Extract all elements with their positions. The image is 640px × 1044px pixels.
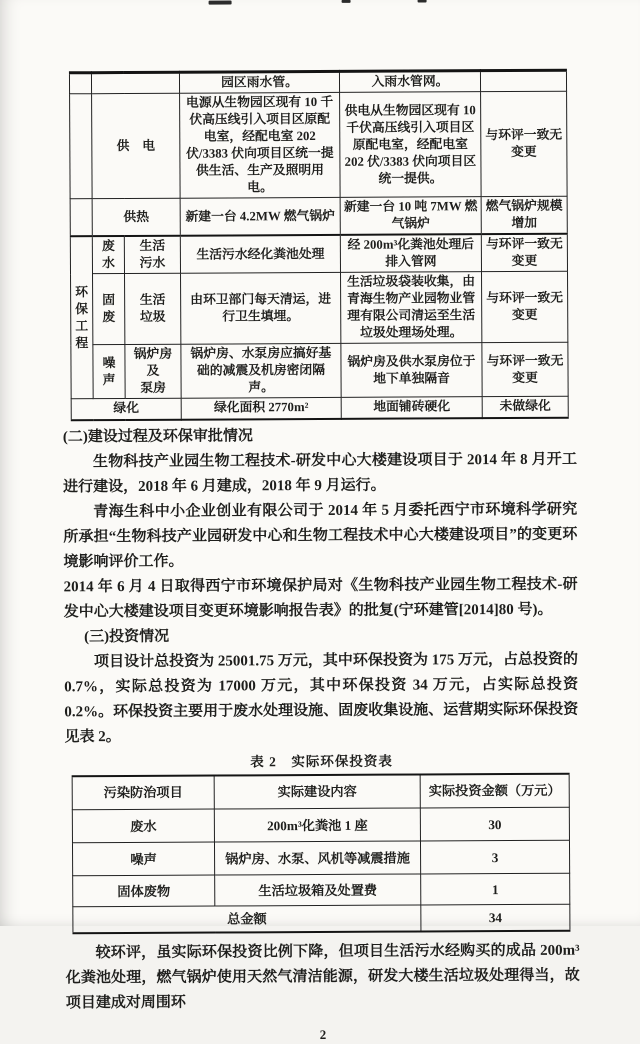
empty-cell	[69, 73, 91, 94]
table-row-heating	[70, 196, 567, 236]
power-design-cell: 电源从生物园区现有 10 千伏高压线引入项目区原配电室，经配电室 202 伏/3383 伏向项目区统一提供生活、生产及照明用电。	[180, 92, 341, 198]
closing-text	[65, 938, 579, 1016]
content-cell: 200m³化粪池 1 座	[214, 808, 420, 842]
scan-artifact	[209, 0, 232, 4]
wastewater-actual-cell: 经 200m³化粪池处理后排入管网	[340, 234, 481, 272]
empty-cell	[70, 94, 93, 199]
solid-actual-cell: 生活垃圾袋装收集，由青海生物产业园物业管理有限公司清运至生活垃圾处理场处理。	[341, 272, 482, 344]
table-row-greening	[71, 396, 568, 420]
table-row-power	[70, 91, 568, 199]
empty-cell	[91, 72, 179, 93]
noise-design-cell: 锅炉房、水泵房应搞好基础的减震及机房密闭隔声。	[181, 343, 341, 398]
paragraph-approval: 2014 年 6 月 4 日取得西宁市环境保护局对《生物科技产业园生物工程技术-研发中心大楼建设项目变更环境影响报告表》的批复(宁环建管[2014]80 号)。	[63, 576, 578, 620]
content-cell: 锅炉房、水泵、风机等减震措施	[214, 841, 420, 875]
wastewater-design-cell: 生活污水经化粪池处理	[180, 235, 340, 273]
green-design-cell: 绿化面积 2770m²	[181, 397, 341, 419]
rain-status-cell	[480, 70, 566, 91]
amount-cell: 3	[420, 840, 569, 874]
amount-cell: 1	[421, 873, 570, 905]
solid-status-cell: 与环评一致无变更	[482, 271, 568, 342]
table2-caption: 表 2 实际环保投资表	[250, 753, 393, 769]
table-row-rainwater	[69, 70, 566, 94]
solid-label-cell: 固 废	[93, 274, 125, 345]
project-comparison-table	[69, 69, 569, 421]
green-actual-cell: 地面铺砖硬化	[341, 397, 482, 419]
table-row-noise	[71, 342, 568, 399]
env-group-label-cell: 环 保 工 程	[70, 236, 93, 399]
header-pollution-item: 污染防治项目	[72, 775, 214, 810]
paragraph-construction-2: 青海生科中小企业创业有限公司于 2014 年 5 月委托西宁市环境科学研究所承担“生物科技产业园研发中心和生物工程技术中心大楼建设项目”的变更环境影响评价工作。	[63, 501, 578, 570]
body-text	[63, 422, 579, 750]
heat-status-cell: 燃气锅炉规模增加	[481, 196, 567, 234]
amount-cell: 30	[420, 807, 569, 841]
paragraph-investment: 项目设计总投资为 25001.75 万元，其中环保投资为 175 万元，占总投资的 0.7%，实际总投资为 17000 万元，其中环保投资 34 万元，占实际总投资 0.2%。环保投资主要用于废水处理设施、固废收集设施、运营期实际环保投资见表 2。	[64, 651, 579, 745]
table-row-wastewater	[70, 234, 567, 274]
total-amount-cell: 34	[421, 904, 570, 931]
power-label-cell: 供 电	[92, 93, 181, 198]
header-investment-amount: 实际投资金额（万元）	[420, 773, 569, 808]
section-heading-investment: (三)投资情况	[84, 628, 170, 645]
wastewater-sublabel-cell: 生活 污水	[124, 236, 180, 274]
green-status-cell: 未做绿化	[482, 396, 568, 417]
table2-header-row	[72, 773, 569, 810]
noise-status-cell: 与环评一致无变更	[482, 342, 568, 396]
table-row-solid-waste	[71, 271, 568, 345]
page-number: 2	[319, 1026, 327, 1042]
item-cell: 固体废物	[73, 875, 215, 907]
table2-row-solid-waste	[73, 873, 570, 907]
solid-design-cell: 由环卫部门每天清运，进行卫生填埋。	[181, 272, 341, 344]
heat-label-cell: 供热	[92, 198, 180, 236]
scan-artifact	[342, 0, 351, 3]
noise-sublabel-cell: 锅炉房及 泵房	[125, 344, 181, 398]
table2-row-wastewater	[72, 807, 569, 843]
scan-artifact	[418, 0, 427, 2]
power-actual-cell: 供电从生物园区现有 10 千伏高压线引入项目区原配电室，经配电室 202 伏/3383 伏向项目区统一提供。	[340, 92, 482, 198]
environmental-investment-table	[72, 772, 571, 934]
wastewater-label-cell: 废 水	[92, 236, 124, 274]
power-status-cell: 与环评一致无变更	[481, 91, 568, 196]
item-cell: 噪声	[72, 842, 214, 876]
table2-row-noise	[72, 840, 569, 876]
rain-design-cell: 园区雨水管。	[179, 71, 339, 93]
paragraph-conclusion: 较环评，虽实际环保投资比例下降，但项目生活污水经购买的成品 200m³ 化粪池处理，燃气锅炉使用天然气清洁能源，研发大楼生活垃圾处理得当，故项目建成对周围环	[65, 942, 580, 1011]
table2-total-row	[73, 904, 570, 933]
noise-label-cell: 噪 声	[93, 345, 125, 399]
rain-actual-cell: 入雨水管网。	[339, 71, 480, 93]
header-actual-content: 实际建设内容	[214, 774, 420, 809]
empty-cell	[70, 199, 92, 237]
heat-actual-cell: 新建一台 10 吨 7MW 燃气锅炉	[340, 197, 481, 235]
solid-sublabel-cell: 生活 垃圾	[125, 273, 181, 344]
item-cell: 废水	[72, 809, 214, 843]
noise-actual-cell: 锅炉房及供水泵房位于地下单独隔音	[341, 343, 482, 398]
total-label-cell: 总金额	[73, 905, 421, 933]
green-label-cell: 绿化	[71, 398, 181, 420]
paragraph-construction-1: 生物科技产业园生物工程技术-研发中心大楼建设项目于 2014 年 8 月开工进行建设，2018 年 6 月建成，2018 年 9 月运行。	[63, 451, 578, 495]
heat-design-cell: 新建一台 4.2MW 燃气锅炉	[180, 197, 340, 235]
section-heading-construction: (二)建设过程及环保审批情况	[62, 427, 253, 445]
wastewater-status-cell: 与环评一致无变更	[481, 234, 567, 272]
content-cell: 生活垃圾箱及处置费	[215, 874, 421, 906]
